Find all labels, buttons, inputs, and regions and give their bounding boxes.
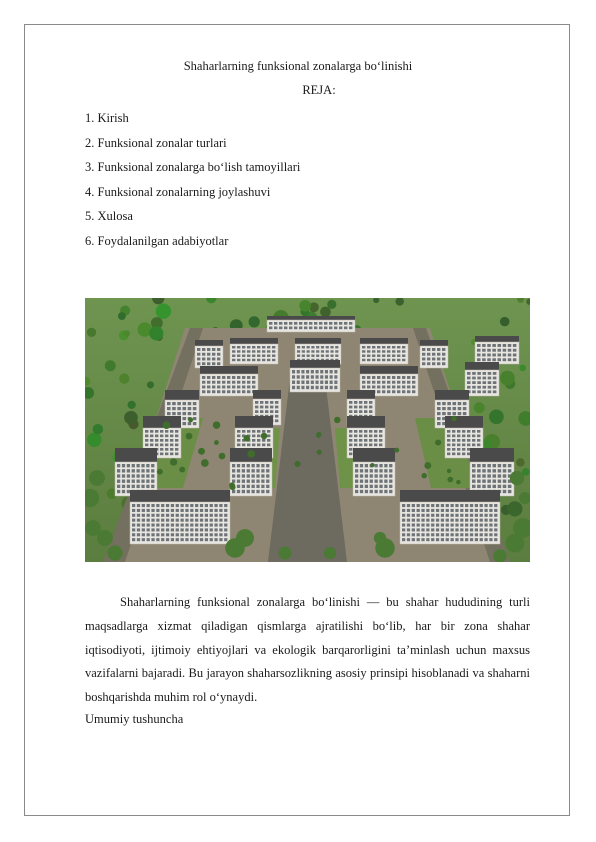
plan-item-conclusion: 5. Xulosa [85, 209, 133, 224]
plan-item-zone-types: 2. Funksional zonalar turlari [85, 135, 227, 150]
intro-paragraph: Shaharlarning funksional zonalarga bo‘linishi — bu shahar hududining turli maqsadlarga xizmat qiladigan qismlarga ajratilishi bo‘lib, har bir zona shahar iqtisodiyoti, ijtimoiy ehtiyojlari va ekologik barqarorligini ta’minlash uchun maxsus vazifalarni bajaradi. Bu jarayon shaharsozlikning asosiy prinsipi hisoblanadi va shaharni boshqarishda muhim rol o‘ynaydi. [85, 595, 530, 705]
plan-item-principles: 3. Funksional zonalarga bo‘lish tamoyillari [85, 160, 301, 175]
plan-list [85, 106, 300, 254]
section-label: Umumiy tushuncha [85, 712, 184, 726]
plan-item-placement: 4. Funksional zonalarning joylashuvi [85, 184, 271, 199]
plan-item-references: 6. Foydalanilgan adabiyotlar [85, 233, 229, 248]
district-aerial-image [85, 298, 530, 562]
plan-item-intro: 1. Kirish [85, 111, 129, 125]
plan-heading: REJA: [302, 83, 336, 97]
document-title: Shaharlarning funksional zonalarga bo‘linishi [183, 59, 413, 73]
